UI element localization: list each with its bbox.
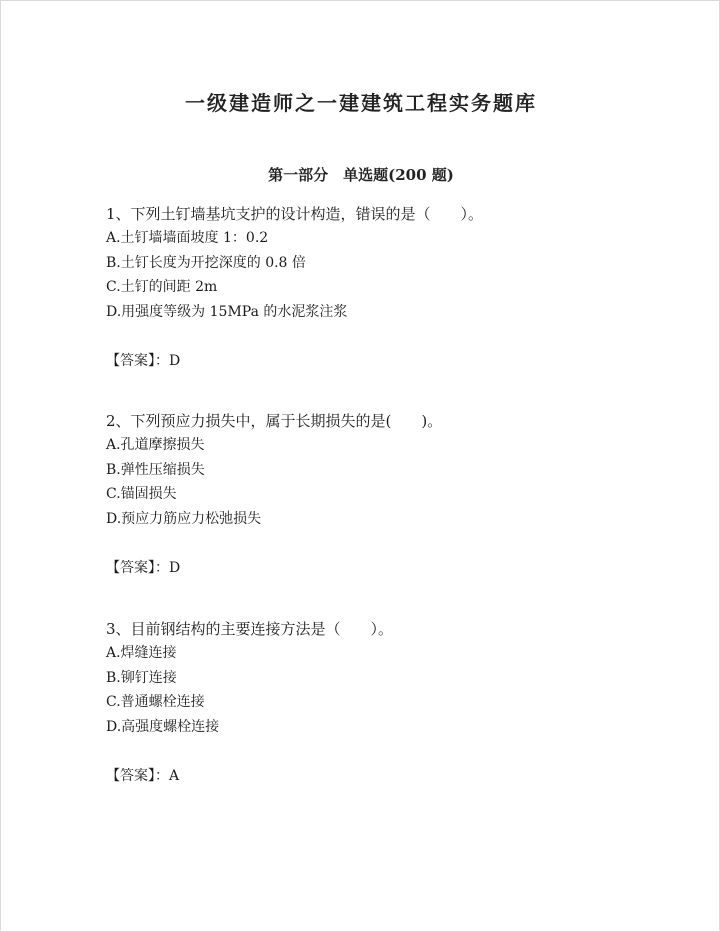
answer: 【答案】：D [106,560,181,576]
option-d: D.高强度螺栓连接 [106,718,220,735]
section-title: 第一部分 单选题(200 题) [268,166,454,184]
question-2 [106,409,666,580]
option-b: B.土钉长度为开挖深度的 0.8 倍 [106,254,306,271]
option-a: A.孔道摩擦损失 [106,437,205,453]
question-stem: 2、下列预应力损失中，属于长期损失的是( )。 [106,412,443,430]
question-3 [106,617,666,788]
option-a: A.土钉墙墙面坡度 1：0.2 [106,230,269,246]
answer: 【答案】：D [106,353,181,369]
option-d: D.预应力筋应力松弛损失 [106,510,262,527]
option-d: D.用强度等级为 15MPa 的水泥浆注浆 [106,303,348,320]
question-1 [106,202,666,373]
option-c: C.普通螺栓连接 [106,694,205,710]
option-b: B.铆钉连接 [106,669,177,686]
answer: 【答案】：A [106,768,180,784]
question-stem: 3、目前钢结构的主要连接方法是（ ）。 [106,620,394,638]
question-stem: 1、下列土钉墙基坑支护的设计构造，错误的是（ ）。 [106,205,484,223]
document-title: 一级建造师之一建建筑工程实务题库 [185,91,537,115]
option-c: C.土钉的间距 2m [106,279,218,295]
option-b: B.弹性压缩损失 [106,461,205,478]
option-c: C.锚固损失 [106,486,177,502]
option-a: A.焊缝连接 [106,645,177,661]
